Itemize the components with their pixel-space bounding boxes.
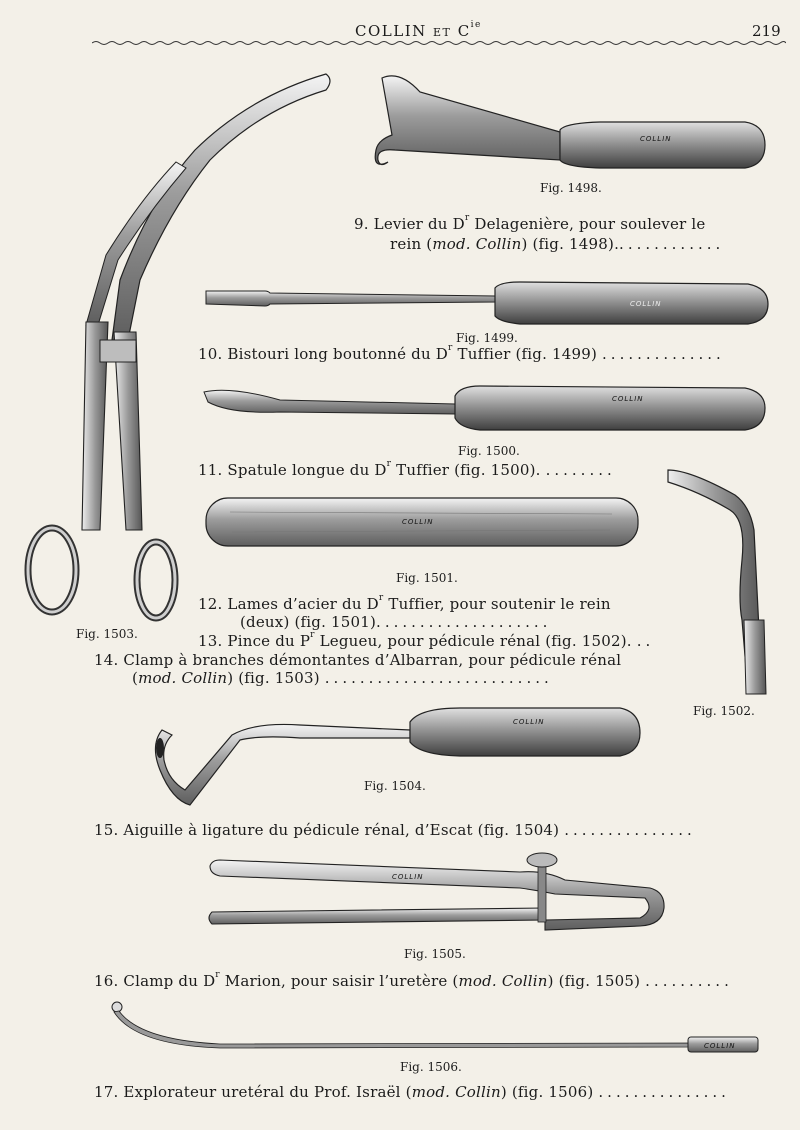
- item-9-sup: r: [464, 213, 470, 223]
- item-10-text-a: 10. Bistouri long boutonné du D: [198, 345, 449, 363]
- item-14-leader-dots: ..........................: [324, 669, 553, 687]
- publisher-et: ET: [433, 26, 452, 39]
- caption-fig-1504: Fig. 1504.: [364, 779, 426, 793]
- item-12-leader-dots: ....................: [376, 613, 552, 631]
- item-11-leader-dots: ........: [545, 461, 616, 479]
- item-9-line1: [354, 215, 705, 233]
- fig-1500-spatula: [204, 386, 765, 430]
- item-15-text: 15. Aiguille à ligature du pédicule rénal, d’Escat (fig. 1504): [94, 821, 560, 839]
- engraving-1504: COLLIN: [513, 718, 545, 726]
- engraving-1505: COLLIN: [392, 873, 424, 881]
- engraving-1498: COLLIN: [640, 135, 672, 143]
- caption-fig-1498: Fig. 1498.: [540, 181, 602, 195]
- item-16-sup: r: [215, 970, 220, 980]
- item-17-leader-dots: ...............: [598, 1083, 730, 1101]
- item-14-model: mod. Collin: [138, 669, 228, 687]
- item-13: [198, 632, 654, 650]
- engraving-1500: COLLIN: [612, 395, 644, 403]
- caption-fig-1506: Fig. 1506.: [400, 1060, 462, 1074]
- item-17: [94, 1083, 730, 1101]
- engraving-1501: COLLIN: [402, 518, 434, 526]
- item-12-text-b: Tuffier, pour soutenir le rein: [383, 595, 611, 613]
- engraving-1499: COLLIN: [630, 300, 662, 308]
- fig-1505-ureter-clamp: [209, 853, 664, 930]
- item-9-model: mod. Collin: [432, 235, 522, 253]
- caption-fig-1500: Fig. 1500.: [458, 444, 520, 458]
- item-13-text-a: 13. Pince du P: [198, 632, 311, 650]
- item-11: [198, 461, 616, 479]
- page-number: 219: [752, 22, 781, 40]
- item-17-model: mod. Collin: [411, 1083, 501, 1101]
- fig-1502-forceps: [668, 470, 766, 694]
- caption-fig-1502: Fig. 1502.: [693, 704, 755, 718]
- item-10: [198, 345, 725, 363]
- item-14-line1: [94, 651, 621, 669]
- item-12-text-a: 12. Lames d’acier du D: [198, 595, 379, 613]
- item-11-text-a: 11. Spatule longue du D: [198, 461, 387, 479]
- item-9-leader-dots: ............: [619, 235, 725, 253]
- item-12-line2: [240, 613, 551, 631]
- item-15-leader-dots: ...............: [564, 821, 696, 839]
- item-10-text-b: Tuffier (fig. 1499): [452, 345, 598, 363]
- item-13-text-b: Legueu, pour pédicule rénal (fig. 1502).: [314, 632, 632, 650]
- item-10-leader-dots: ..............: [602, 345, 725, 363]
- item-16-model: mod. Collin: [458, 972, 548, 990]
- item-9-line2-b: ) (fig. 1498).: [521, 235, 620, 253]
- fig-1506-ureteral-explorer: [112, 1002, 758, 1052]
- item-9-line2: [390, 235, 724, 253]
- caption-fig-1503: Fig. 1503.: [76, 627, 138, 641]
- item-9-text-a: 9. Levier du D: [354, 215, 465, 233]
- caption-fig-1499: Fig. 1499.: [456, 331, 518, 345]
- caption-fig-1505: Fig. 1505.: [404, 947, 466, 961]
- item-17-text-b: ) (fig. 1506): [500, 1083, 594, 1101]
- item-14-line2-a: (: [132, 669, 139, 687]
- item-9-line2-a: rein (: [390, 235, 433, 253]
- item-14-line2: [132, 669, 553, 687]
- item-17-text-a: 17. Explorateur uretéral du Prof. Israël (: [94, 1083, 412, 1101]
- item-14-text: 14. Clamp à branches démontantes d’Albarran, pour pédicule rénal: [94, 651, 622, 669]
- item-13-sup: r: [310, 630, 315, 640]
- item-12-sup: r: [378, 593, 384, 603]
- fig-1499-scalpel: [206, 282, 768, 324]
- item-16-text-a: 16. Clamp du D: [94, 972, 216, 990]
- item-12-line1: [198, 595, 611, 613]
- item-15: [94, 821, 696, 839]
- fig-1498-retractor: [375, 76, 765, 168]
- caption-fig-1501: Fig. 1501.: [396, 571, 458, 585]
- item-9-text-b: Delagenière, pour soulever le: [469, 215, 706, 233]
- publisher-cie-sup: ie: [470, 20, 482, 30]
- item-10-sup: r: [448, 343, 453, 353]
- item-11-sup: r: [386, 459, 392, 469]
- item-14-line2-b: ) (fig. 1503): [227, 669, 320, 687]
- item-16-text-c: ) (fig. 1505): [547, 972, 641, 990]
- item-16: [94, 972, 733, 990]
- item-16-leader-dots: ..........: [645, 972, 733, 990]
- item-11-text-b: Tuffier (fig. 1500).: [391, 461, 541, 479]
- publisher-cie: C: [457, 22, 471, 40]
- item-16-text-b: Marion, pour saisir l’uretère (: [219, 972, 459, 990]
- item-13-leader-dots: ..: [636, 632, 655, 650]
- engraving-1506: COLLIN: [704, 1042, 736, 1050]
- item-12-line2-text: (deux) (fig. 1501): [240, 613, 377, 631]
- publisher-name: COLLIN: [355, 22, 427, 40]
